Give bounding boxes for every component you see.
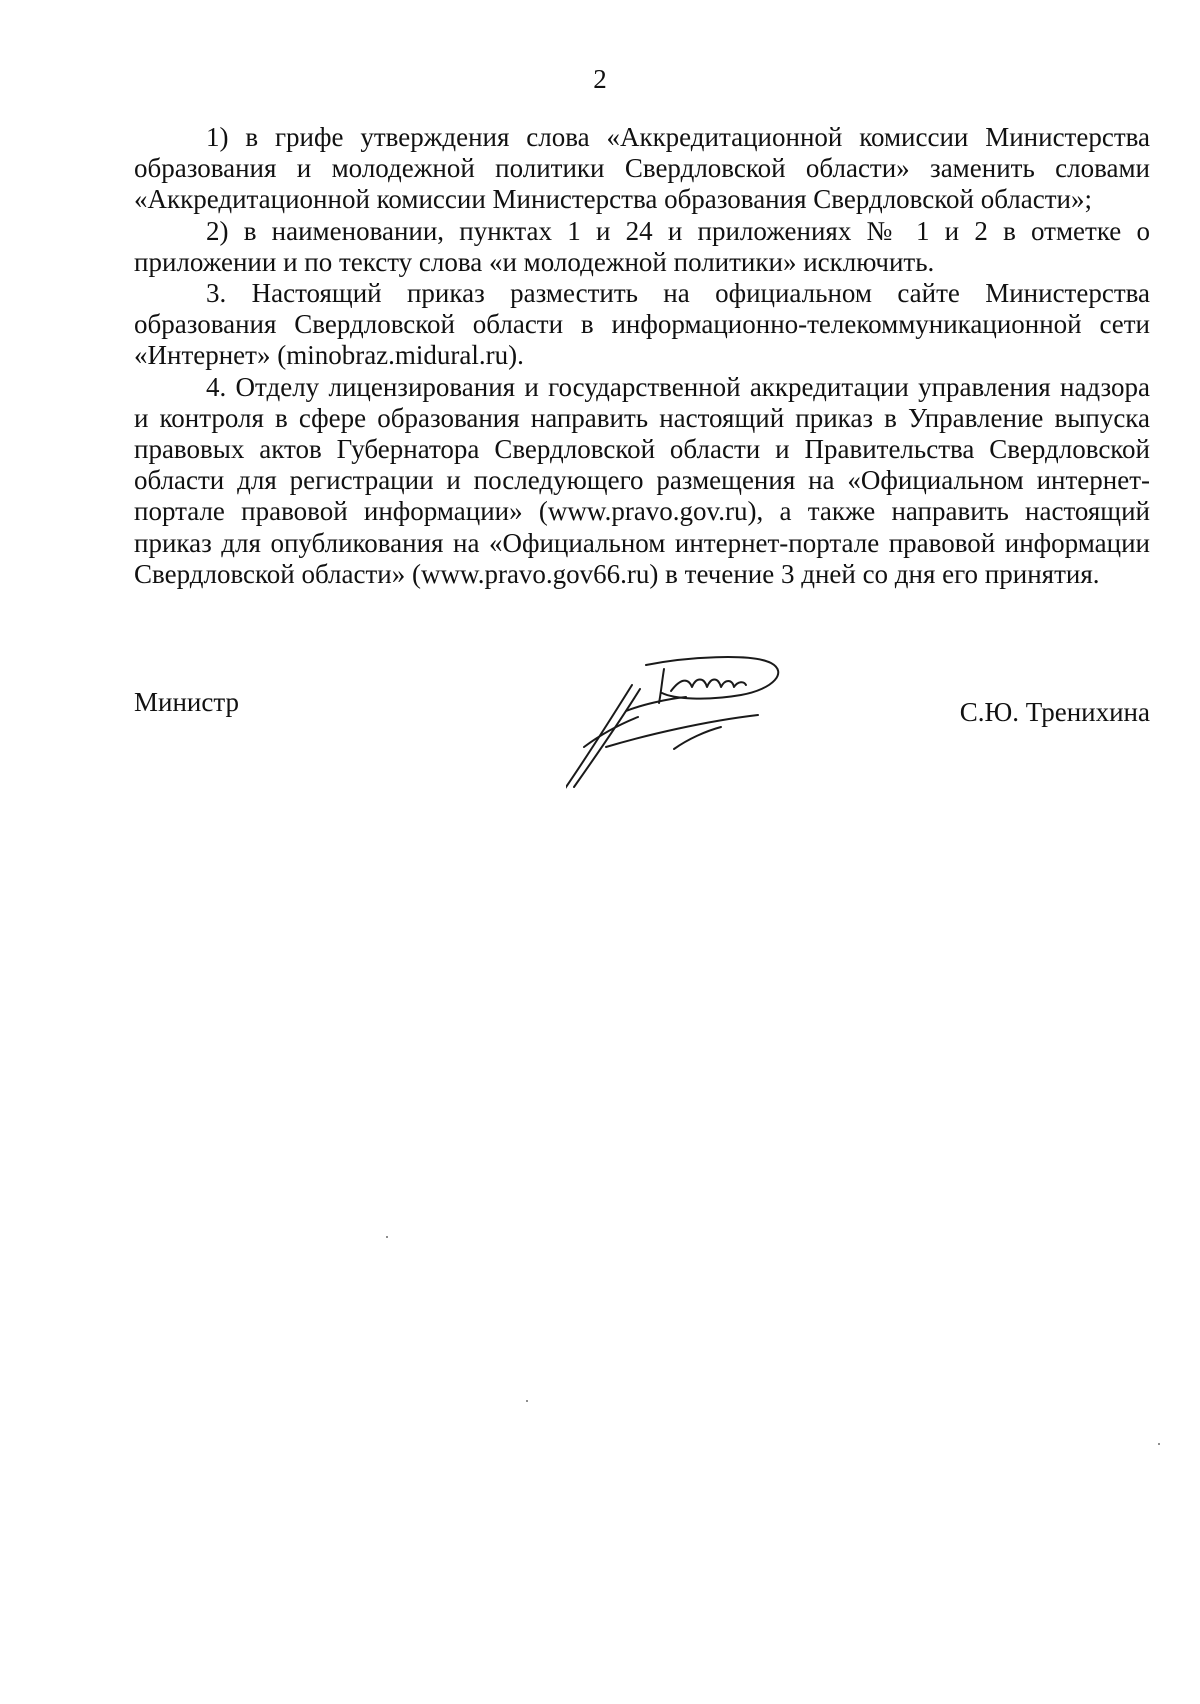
paragraph-amendment-1: 1) в грифе утверждения слова «Аккредитационной комиссии Министерства образования и молодежной политики Свердловской области» заменить словами «Аккредитационной комиссии Министерства образования Свердловской области»; (134, 122, 1150, 215)
scan-speck (386, 1236, 388, 1238)
scan-speck (1158, 1443, 1160, 1445)
paragraph-item-4: 4. Отделу лицензирования и государственной аккредитации управления надзора и контроля в сфере образования направить настоящий приказ в Управление выпуска правовых актов Губернатора Свердловской области и Правительства Свердловской области для регистрации и последующего размещения на «Официальном интернет-портале правовой информации» (www.pravo.gov.ru), а также направить настоящий приказ для опубликования на «Официальном интернет-портале правовой информации Свердловской области» (www.pravo.gov66.ru) в течение 3 дней со дня его принятия. (134, 371, 1150, 589)
signatory-name: С.Ю. Тренихина (959, 697, 1150, 727)
scan-speck (526, 1400, 528, 1402)
signature-block (134, 685, 1150, 805)
paragraph-item-3: 3. Настоящий приказ разместить на официальном сайте Министерства образования Свердловской области в информационно-телекоммуникационной сети «Интернет» (minobraz.midural.ru). (134, 278, 1150, 371)
handwritten-signature (566, 655, 896, 805)
paragraph-amendment-2: 2) в наименовании, пунктах 1 и 24 и приложениях № 1 и 2 в отметке о приложении и по тексту слова «и молодежной политики» исключить. (134, 215, 1150, 277)
signatory-position: Министр (134, 687, 239, 717)
page-number: 2 (593, 64, 607, 94)
document-body (134, 122, 1150, 590)
